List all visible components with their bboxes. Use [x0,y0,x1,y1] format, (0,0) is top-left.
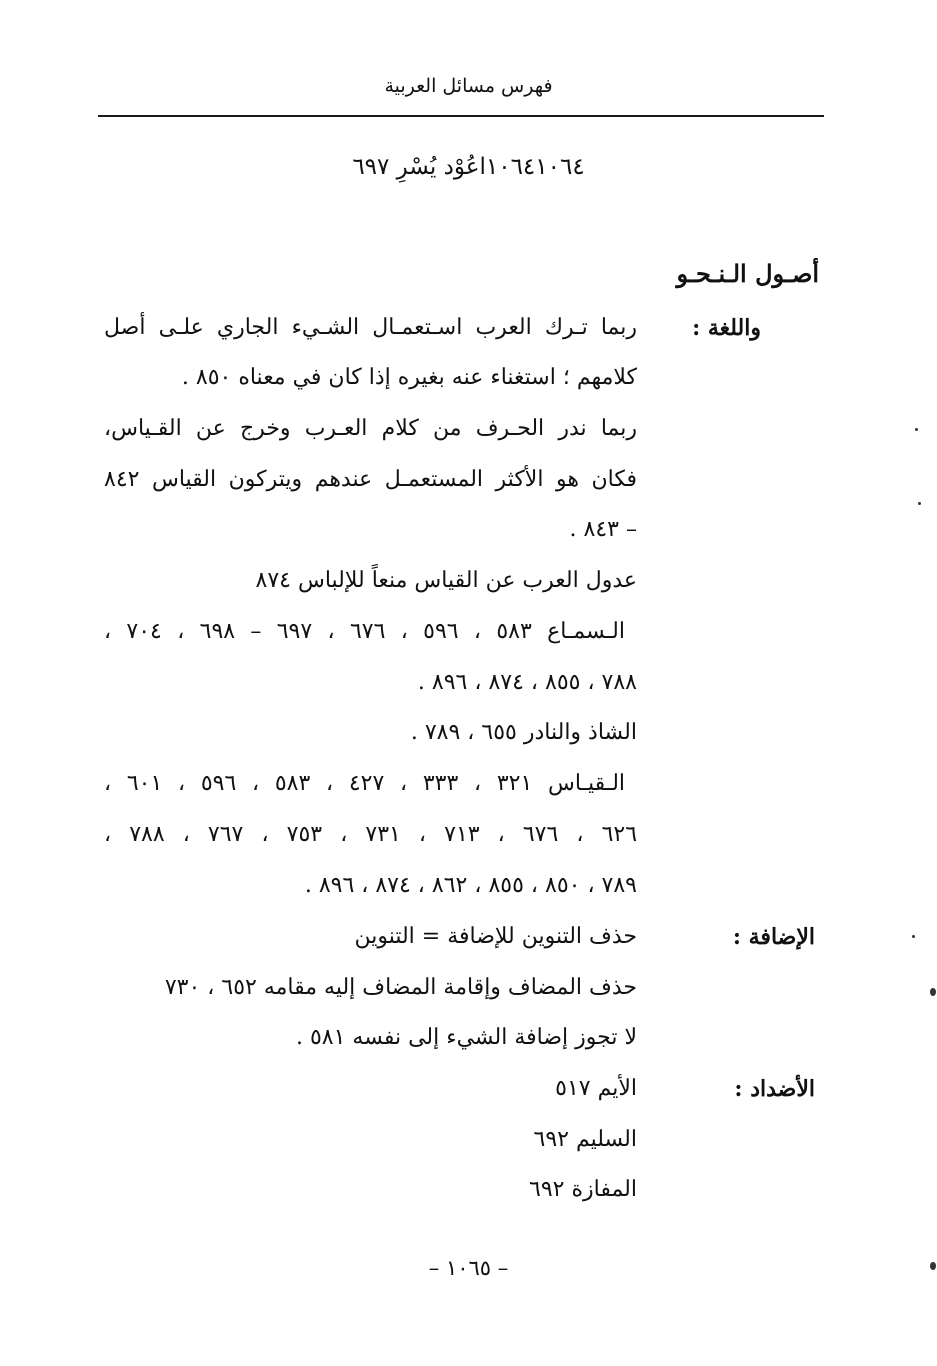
entry-line: حذف المضاف وإقامة المضاف إليه مقامه ٦٥٢ ، ٧٣٠ [164,975,637,1000]
entry-line: ٦٢٦ ، ٦٧٦ ، ٧١٣ ، ٧٣١ ، ٧٥٣ ، ٧٦٧ ، ٧٨٨ ، [104,822,638,847]
entry-line: ربما تـرك العرب اسـتعمـال الشـيء الجاري علـى أصل [104,315,637,340]
scan-speck [930,1262,936,1270]
entry-line: الأيم ٥١٧ [555,1076,637,1101]
scan-speck [918,502,921,505]
entry-line: عدول العرب عن القياس منعاً للإلباس ٨٧٤ [255,568,637,593]
header-rule [98,115,824,117]
entry-label-addad: الأضداد : [734,1076,815,1102]
entry-line: – ٨٤٣ . [569,517,637,542]
entry-line: حذف التنوين للإضافة = التنوين [354,924,637,949]
carried-entry-line: ١٠٦٤١٠٦٤اعُوْد يُسْرِ ٦٩٧ [352,154,585,180]
entry-line: كلامهم ؛ استغناء عنه بغيره إذا كان في معناه ٨٥٠ . [181,365,637,390]
scan-speck [912,935,915,938]
entry-line: الـقيـاس ٣٢١ ، ٣٣٣ ، ٤٢٧ ، ٥٨٣ ، ٥٩٦ ، ٦٠١ ، [104,771,626,796]
entry-line: لا تجوز إضافة الشيء إلى نفسه ٥٨١ . [295,1025,637,1050]
entry-line: الـسمـاع ٥٨٣ ، ٥٩٦ ، ٦٧٦ ، ٦٩٧ – ٦٩٨ ، ٧٠٤ ، [104,619,625,644]
entry-line: ربما ندر الحـرف من كلام العـرب وخرج عن القـياس، [104,416,637,441]
entry-label-idafa: الإضافة : [732,924,815,950]
entry-line: السليم ٦٩٢ [533,1127,637,1152]
entry-line: فكان هو الأكثر المستعمـل عندهم ويتركون القياس ٨٤٢ [104,467,637,492]
scan-speck [915,428,918,431]
page-number: – ١٠٦٥ – [428,1256,509,1280]
entry-line: المفازة ٦٩٢ [529,1177,637,1202]
running-header: فهرس مسائل العربية [384,75,553,97]
entry-line: ٧٨٩ ، ٨٥٠ ، ٨٥٥ ، ٨٦٢ ، ٨٧٤ ، ٨٩٦ . [304,873,637,898]
section-heading: أصـول الـنـحـو [676,259,819,288]
entry-label-lugha: واللغة : [692,315,761,341]
entry-line: الشاذ والنادر ٦٥٥ ، ٧٨٩ . [410,720,637,745]
entry-line: ٧٨٨ ، ٨٥٥ ، ٨٧٤ ، ٨٩٦ . [417,670,637,695]
scan-speck [930,988,936,996]
